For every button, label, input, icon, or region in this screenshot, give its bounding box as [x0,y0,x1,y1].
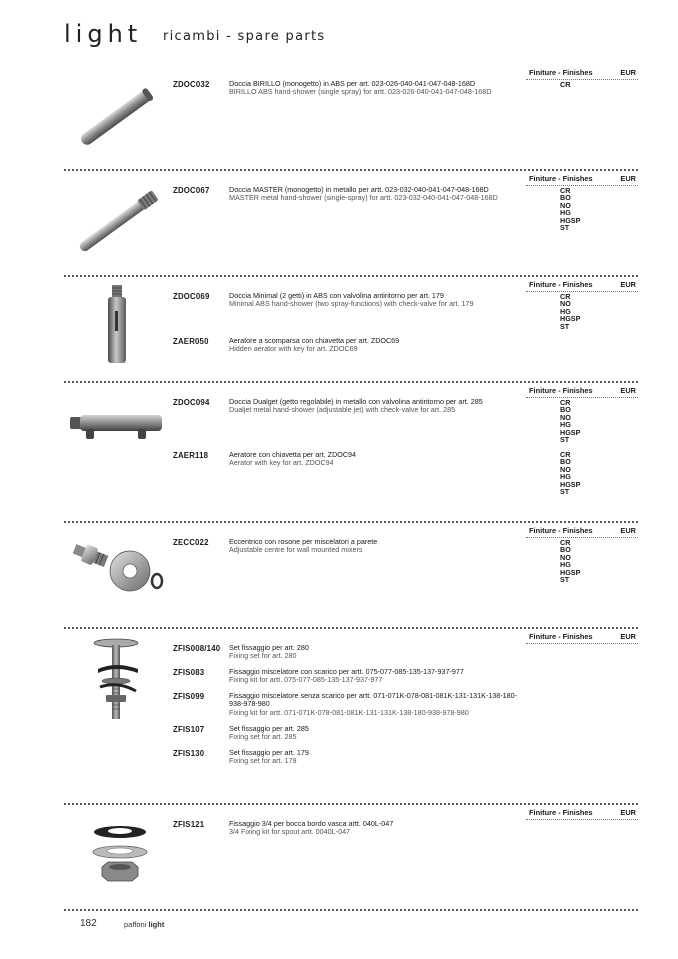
finish-code: CR [560,80,571,89]
finishes-label: Finiture - Finishes [529,526,593,535]
page-number: 182 [80,918,97,929]
finishes-label: Finiture - Finishes [529,808,593,817]
finish-code: BO [560,193,571,203]
price-label: EUR [620,68,636,77]
finishes-list [560,451,580,495]
item-description [229,538,524,555]
item-description [229,820,524,837]
item-code: ZFIS083 [173,668,205,677]
description-en: Dualjet metal hand-shower (adjustable jet) with check-valve for art. 285 [229,405,456,415]
finish-code: NO [560,200,571,210]
section-divider [64,169,638,171]
description-it: Doccia Dualget (getto regolabile) in metallo con valvolina antiritorno per art. 285 [229,397,483,406]
description-it: Doccia MASTER (monogetto) in metallo per artt. 023-032-040-041-047-048-168D [229,185,489,194]
finish-code: HG [560,420,571,430]
item-description [229,80,524,97]
description-it: Fissaggio miscelatore con scarico per artt. 075-077-085-135-137-937-977 [229,667,464,676]
item-description [229,668,524,685]
item-description [229,725,524,742]
footer-brand [124,920,164,929]
page-subtitle: ricambi - spare parts [163,29,326,44]
section-divider [64,803,638,805]
spout-fixing-kit-image [90,821,150,887]
finishes-header [526,279,638,292]
section-divider [64,521,638,523]
finish-code: HGSP [560,479,581,489]
description-en: Fixing set for art. 285 [229,732,297,742]
section-divider [64,381,638,383]
description-it: Fissaggio miscelatore senza scarico per artt. 071-071K-078-081-081K-131-131K-138-180-938-978-980 [229,691,518,709]
page-title: light [64,20,143,48]
finish-code: NO [560,464,571,474]
finishes-label: Finiture - Finishes [529,386,593,395]
finish-code: HG [560,560,571,570]
finish-code: HG [560,472,571,482]
description-en: MASTER metal hand-shower (single-spray) for artt. 023-032-040-041-047-048-168D [229,193,498,203]
item-description [229,398,524,415]
section-divider [64,909,638,911]
finishes-label: Finiture - Finishes [529,174,593,183]
description-it: Set fissaggio per art. 280 [229,643,309,652]
brand-name: paffoni [124,920,147,929]
item-description [229,644,524,661]
fixing-set-image [92,635,148,723]
description-en: Hidden aerator with key for art. ZDOC69 [229,344,358,354]
finishes-list [560,81,570,88]
item-description [229,337,524,354]
finish-code: HGSP [560,567,581,577]
finish-code: HG [560,306,571,316]
dualjet-hand-shower-image [70,409,166,443]
finish-code: HGSP [560,427,581,437]
finishes-header [526,385,638,398]
item-code: ZDOC067 [173,186,210,195]
finishes-header [526,525,638,538]
finishes-header [526,807,638,820]
finishes-list [560,399,580,443]
description-it: Fissaggio 3/4 per bocca bordo vasca artt. 040L-047 [229,819,394,828]
item-code: ZFIS121 [173,820,205,829]
description-en: BIRILLO ABS hand-shower (single spray) for artt. 023-026-040-041-047-048-168D [229,87,492,97]
description-it: Doccia Minimal (2 getti) in ABS con valvolina antiritorno per art. 179 [229,291,444,300]
price-label: EUR [620,280,636,289]
finish-code: BO [560,405,571,415]
item-code: ZFIS008/140 [173,644,221,653]
description-it: Aeratore a scomparsa con chiavetta per art. ZDOC69 [229,336,400,345]
eccentric-with-rosette-image [70,537,170,595]
finish-code: CR [560,450,571,459]
item-code: ZDOC032 [173,80,210,89]
finishes-label: Finiture - Finishes [529,68,593,77]
description-it: Eccentrico con rosone per miscelatori a parete [229,537,378,546]
finishes-list [560,539,580,583]
item-description [229,451,524,468]
item-description [229,292,524,309]
description-en: Fixing kit for artt. 071-071K-078-081-081K-131-131K-138-180-938-978-980 [229,707,469,717]
price-label: EUR [620,386,636,395]
description-it: Set fissaggio per art. 179 [229,748,309,757]
finish-code: BO [560,545,571,555]
item-code: ZDOC094 [173,398,210,407]
item-code: ZECC022 [173,538,209,547]
item-code: ZAER118 [173,451,209,460]
finishes-header [526,631,638,644]
description-en: Fixing kit for artt. 075-077-085-135-137-937-977 [229,675,383,685]
finish-code: CR [560,292,571,301]
finishes-label: Finiture - Finishes [529,632,593,641]
description-it: Set fissaggio per art. 285 [229,724,309,733]
finish-code: CR [560,538,571,547]
finish-code: ST [560,223,570,233]
finishes-list [560,293,580,330]
section-divider [64,627,638,629]
finish-code: NO [560,299,571,309]
price-label: EUR [620,632,636,641]
item-code: ZAER050 [173,337,209,346]
finish-code: CR [560,398,571,407]
description-en: Fixing set for art. 179 [229,756,297,766]
finish-code: HGSP [560,314,581,324]
description-en: Aerator with key for art. ZDOC94 [229,458,334,468]
finish-code: ST [560,575,570,585]
item-code: ZFIS099 [173,692,205,701]
finish-code: ST [560,435,570,445]
item-description [229,749,524,766]
description-en: Minimal ABS hand-shower (two spray-functions) with check-valve for art. 179 [229,299,474,309]
item-code: ZFIS130 [173,749,205,758]
price-label: EUR [620,526,636,535]
finishes-header [526,173,638,186]
finish-code: HG [560,208,571,218]
finish-code: NO [560,412,571,422]
description-en: Adjustable centre for wall mounted mixers [229,545,363,555]
description-en: Fixing set for art. 280 [229,651,297,661]
birillo-hand-shower-image [72,77,162,157]
finish-code: BO [560,457,571,467]
collection-name: light [148,920,165,929]
item-description [229,186,524,203]
finishes-label: Finiture - Finishes [529,280,593,289]
finishes-list [560,187,580,231]
description-en: 3/4 Fixing kit for spout artt. 0040L-047 [229,827,351,837]
item-code: ZFIS107 [173,725,205,734]
finish-code: CR [560,186,571,195]
price-label: EUR [620,174,636,183]
description-it: Doccia BIRILLO (monogetto) in ABS per art. 023-026-040-041-047-048-168D [229,79,476,88]
item-code: ZDOC069 [173,292,210,301]
finish-code: HGSP [560,215,581,225]
section-divider [64,275,638,277]
finishes-header [526,67,638,80]
minimal-hand-shower-image [102,285,132,365]
finish-code: ST [560,487,570,497]
description-it: Aeratore con chiavetta per art. ZDOC94 [229,450,357,459]
master-hand-shower-image [70,181,166,263]
finish-code: NO [560,552,571,562]
item-description [229,692,524,717]
finish-code: ST [560,321,570,331]
price-label: EUR [620,808,636,817]
